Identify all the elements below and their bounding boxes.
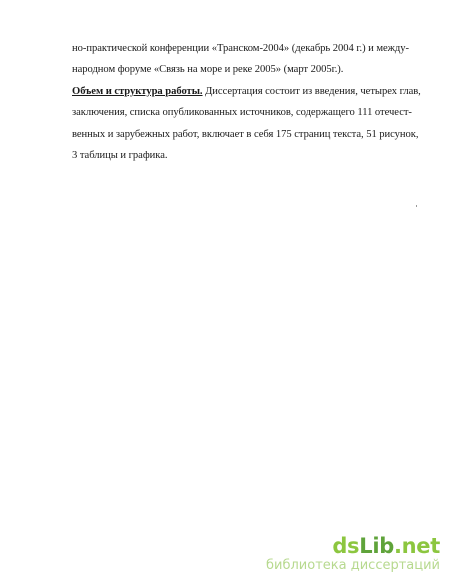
section-heading: Объем и структура работы. (72, 85, 203, 97)
text-line: заключения, списка опубликованных источников, содержащего 111 отечест- (72, 107, 412, 119)
text-line: народном форуме «Связь на море и реке 2005» (март 2005г.). (72, 64, 344, 76)
watermark-logo (266, 535, 440, 557)
section-paragraph-start (72, 81, 421, 102)
text-line: но-практической конференции «Транском-2004» (декабрь 2004 г.) и между- (72, 43, 409, 54)
document-body (72, 38, 421, 166)
text-line: 3 таблицы и графика. (72, 150, 168, 162)
watermark-logo-lib: Lib (359, 534, 394, 558)
watermark-logo-net: .net (393, 534, 440, 558)
text-line: венных и зарубежных работ, включает в себя 175 страниц текста, 51 рисунок, (72, 128, 419, 140)
watermark-subtitle: библиотека диссертаций (266, 558, 440, 573)
scan-speck (416, 205, 417, 207)
watermark (266, 535, 440, 574)
section-heading-continuation: Диссертация состоит из введения, четырех глав, (202, 85, 421, 97)
watermark-logo-ds: ds (332, 534, 360, 558)
